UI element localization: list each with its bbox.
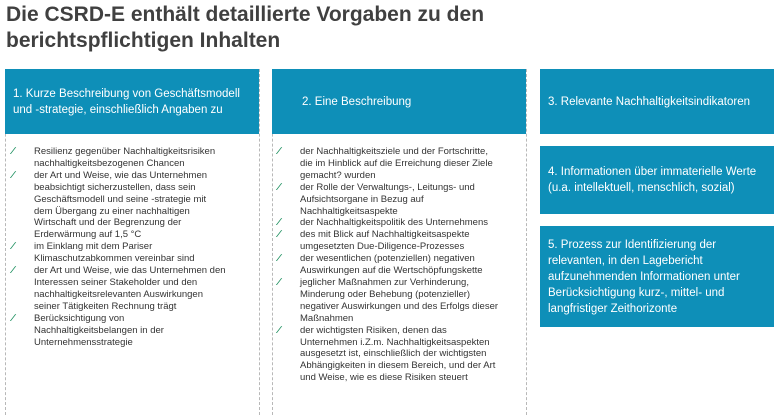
list-item-line: Wirtschaft und der Begrenzung der <box>34 217 182 229</box>
column-2-header <box>272 69 526 134</box>
check-icon: ∕ <box>12 312 14 324</box>
check-icon: ∕ <box>278 276 280 288</box>
info-box-process <box>540 226 774 327</box>
list-item-line: Abhängigkeiten in diesem Bereich, und der Art <box>300 360 496 372</box>
list-item-line: Auswirkungen auf die Wertschöpfungskette <box>300 265 483 277</box>
list-item <box>276 229 528 253</box>
list-item-line: der Art und Weise, wie das Unternehmen <box>34 169 208 181</box>
list-item <box>276 277 528 325</box>
list-item-line: der wichtigsten Risiken, denen das <box>300 324 447 336</box>
list-item-line: nachhaltigkeitsrelevanten Auswirkungen <box>34 288 203 300</box>
info-box-indicators-text: 3. Relevante Nachhaltigkeitsindikatoren <box>548 95 751 108</box>
list-item <box>10 313 260 349</box>
list-item <box>10 265 260 313</box>
list-item-line: gemacht? wurden <box>300 169 376 181</box>
list-item-line: der Nachhaltigkeitspolitik des Unternehmens <box>300 217 488 229</box>
check-icon: ∕ <box>278 253 280 265</box>
column-1-list <box>10 146 260 348</box>
list-item-line: Geschäftsmodell und seine -strategie mit <box>34 193 207 205</box>
page-title-line2: berichtspflichtigen Inhalten <box>6 29 281 52</box>
check-icon: ∕ <box>12 241 14 253</box>
check-icon: ∕ <box>278 217 280 229</box>
list-item-line: Klimaschutzabkommen vereinbar sind <box>34 253 195 265</box>
list-item-line: Berücksichtigung von <box>34 312 125 324</box>
list-item-line: jeglicher Maßnahmen zur Verhinderung, <box>300 276 469 288</box>
list-item <box>276 253 528 277</box>
list-item-line: ausgesetzt ist, einschließlich der wichtigsten <box>300 348 487 360</box>
check-icon: ∕ <box>12 265 14 277</box>
check-icon: ∕ <box>278 229 280 241</box>
list-item <box>10 146 260 170</box>
column-1-header <box>5 69 259 134</box>
column-2-header-text: 2. Eine Beschreibung <box>302 95 412 108</box>
list-item-line: Nachhaltigkeitsaspekte <box>300 205 398 217</box>
list-item-line: Maßnahmen <box>300 312 354 324</box>
check-icon: ∕ <box>12 169 14 181</box>
list-item-line: dem Übergang zu einer nachhaltigen <box>34 205 190 217</box>
list-item-line: Erderwärmung auf 1,5 °C <box>34 229 142 241</box>
list-item-line: beabsichtigt sicherzustellen, dass sein <box>34 181 196 193</box>
list-item-line: nachhaltigkeitsbezogenen Chancen <box>34 157 185 169</box>
list-item-line: und Weise, wie es diese Risiken steuert <box>300 372 468 384</box>
list-item <box>276 182 528 218</box>
list-item-line: Unternehmensstrategie <box>34 336 133 348</box>
list-item-line: der wesentlichen (potenziellen) negativen <box>300 253 475 265</box>
info-box-indicators <box>540 69 774 134</box>
column-1-header-text: 1. Kurze Beschreibung von Geschäftsmodell und -strategie, einschließlich Angaben zu <box>13 87 240 116</box>
list-item-line: Unternehmen i.Z.m. Nachhaltigkeitsaspekten <box>300 336 490 348</box>
list-item-line: seiner Tätigkeiten Rechnung trägt <box>34 300 177 312</box>
list-item <box>10 241 260 265</box>
check-icon: ∕ <box>278 146 280 157</box>
page-title-line1: Die CSRD-E enthält detaillierte Vorgaben zu den <box>6 3 485 26</box>
list-item-line: Minderung oder Behebung (potenzieller) <box>300 288 471 300</box>
check-icon: ∕ <box>12 146 14 157</box>
list-item <box>276 325 528 385</box>
list-item-line: des mit Blick auf Nachhaltigkeitsaspekte <box>300 229 470 241</box>
list-item-line: Aufsichtsorgane in Bezug auf <box>300 193 424 205</box>
check-icon: ∕ <box>278 324 280 336</box>
list-item <box>10 170 260 241</box>
list-item-line: der Art und Weise, wie das Unternehmen den <box>34 265 226 277</box>
info-box-intangibles-text: 4. Informationen über immaterielle Werte (u.a. intellektuell, menschlich, sozial) <box>548 166 757 194</box>
page-title <box>6 2 766 54</box>
info-box-intangibles <box>540 146 774 214</box>
list-item-line: der Rolle der Verwaltungs-, Leitungs- und <box>300 181 475 193</box>
list-item <box>276 217 528 229</box>
list-item-line: Nachhaltigkeitsbelangen in der <box>34 324 164 336</box>
list-item <box>276 146 528 182</box>
list-item-line: der Nachhaltigkeitsziele und der Fortschritte, <box>300 146 488 157</box>
check-icon: ∕ <box>278 181 280 193</box>
info-box-process-text: 5. Prozess zur Identifizierung der relevanten, in den Lagebericht aufzunehmenden Informationen unter Berücksichtigung kurz-, mittel- und langfristiger Zeithorizonte <box>548 238 740 315</box>
column-2-list <box>276 146 528 384</box>
list-item-line: im Einklang mit dem Pariser <box>34 241 153 253</box>
list-item-line: Resilienz gegenüber Nachhaltigkeitsrisiken <box>34 146 216 157</box>
list-item-line: umgesetzten Due-Diligence-Prozesses <box>300 241 465 253</box>
list-item-line: Interessen seiner Stakeholder und den <box>34 276 198 288</box>
list-item-line: die im Hinblick auf die Erreichung dieser Ziele <box>300 157 493 169</box>
list-item-line: negativer Auswirkungen und des Erfolgs dieser <box>300 300 499 312</box>
